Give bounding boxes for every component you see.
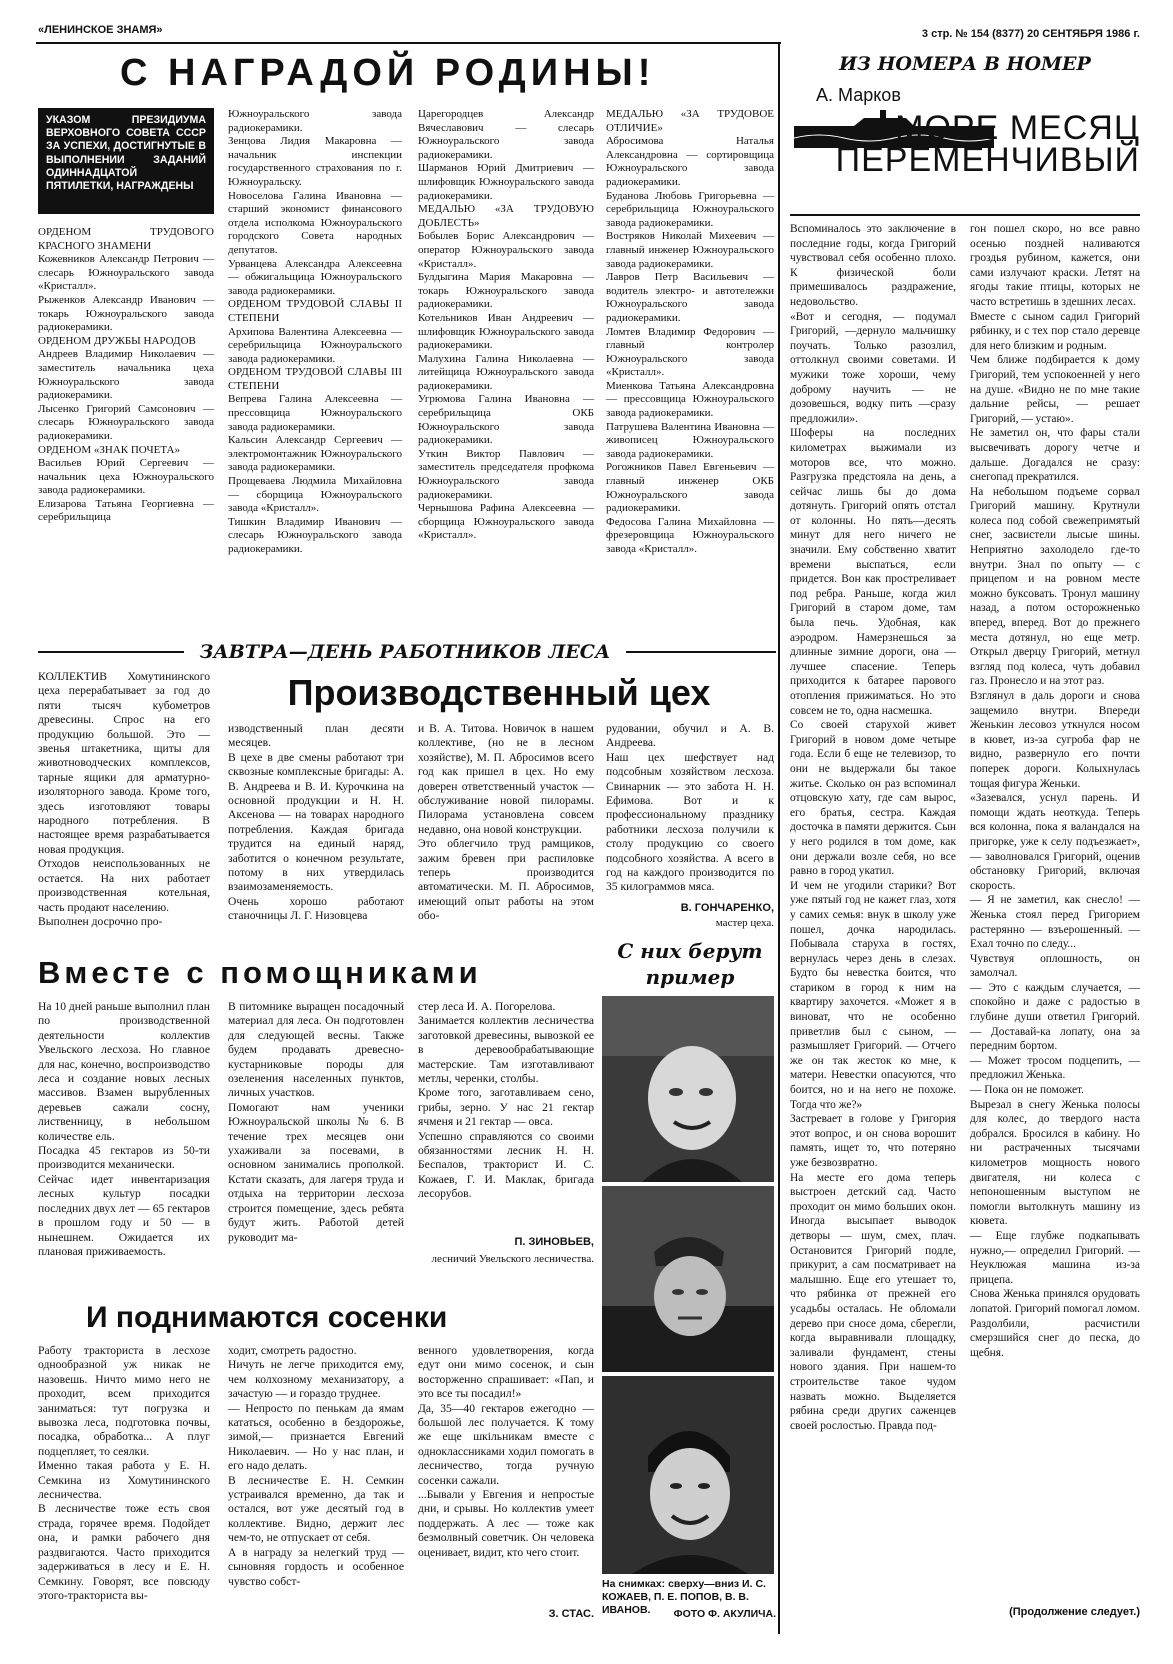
portrait-image-1	[602, 996, 774, 1182]
article1-column-3: и В. А. Титова. Новичок в нашем коллективе, (но не в лесном хозяйстве), М. П. Абросимов всего год как пришел в цех. Но ему доверен ответственный участок — обслуживание новой пилорамы. Пилорама установлена совсем недавно, она новой конструкции. Это облегчило труд рамщиков, зажим бревен при распиловке теперь производится автоматически. М. П. Абросимов, имеющий опыт работы на этом обо-	[418, 722, 594, 923]
article2-column-1: На 10 дней раньше выполнил план по производственной деятельности коллектив Увельского лесхоза. Но главное для нас, конечно, воспроизводство леса и создание новых лесных массивов. Взамен вырубленных деревьев сажали сосну, лиственницу, в небольшом количестве ель. Посадка 45 гектаров из 50-ти производится механически. Сейчас идет инвентаризация лесных культур посадки последних двух лет — 65 гектаров в прошлом году и 50 — в нынешнем. Ожидается их плановая приживаемость.	[38, 1000, 210, 1258]
article-headline-workshop: Производственный цех	[287, 672, 711, 713]
article-headline-helpers: Вместе с помощниками	[38, 955, 482, 990]
article2-column-3: стер леса И. А. Погорелова. Занимается коллектив лесничества заготовкой древесины, вывозкой ее в деревообрабатывающие мастерские. Там изготавливают метлы, черенки, столбы. Кроме того, заготавливаем сено, грибы, зерно. У нас 21 гектар ячменя и 21 гектар — овса. Успешно справляются со своими обязанностями лесник Н. Н. Беспалов, тракторист И. С. Кожаев, Г. И. Маклак, бригада лесорубов.	[418, 1000, 594, 1201]
article-headline-pines: И поднимаются сосенки	[86, 1301, 448, 1334]
continued-note: (Продолжение следует.)	[1009, 1606, 1140, 1618]
award-column-4: МЕДАЛЬЮ «ЗА ТРУДОВОЕ ОТЛИЧИЕ» Абросимова Наталья Александровна — сортировщица Южноуральского завода радиокерамики. Буданова Любовь Григорьевна — серебрильщица Южноуральского завода радиокерамики. Востряков Николай Михеевич — главный инженер Южноуральского завода радиокерамики. Лавров Петр Васильевич — водитель электро- и автотележки Южноуральского завода радиокерамики. Ломтев Владимир Федорович — главный контролер Южноуральского завода «Кристалл». Миенкова Татьяна Александровна — прессовщица Южноуральского завода радиокерамики. Патрушева Валентина Ивановна — живописец Южноуральского завода радиокерамики. Рогожников Павел Евгеньевич — главный инженер ОКБ Южноуральского завода радиокерамики. Федосова Галина Михайловна — фрезеровщица Южноуральского завода «Кристалл».	[606, 108, 774, 555]
article1-author: В. ГОНЧАРЕНКО,	[680, 902, 774, 914]
article1-column-4: рудовании, обучил и А. В. Андреева. Наш цех шефствует над подсобным хозяйством лесхоза. Свинарник — это забота Н. Н. Ефимова. Вот и к профессиональному празднику работники лесхоза получили к столу продукцию со своего подсобного хозяйства. А всего в год на каждого производится по 35 килограммов мяса.	[606, 722, 774, 894]
portrait-image-3	[602, 1376, 774, 1574]
vertical-divider	[778, 44, 780, 1634]
award-section-title: С НАГРАДОЙ РОДИНЫ!	[120, 52, 656, 94]
decree-box: УКАЗОМ ПРЕЗИДИУМА ВЕРХОВНОГО СОВЕТА СССР ЗА УСПЕХИ, ДОСТИГНУТЫЕ В ВЫПОЛНЕНИИ ЗАДАНИЙ ОДИННАДЦАТОЙ ПЯТИЛЕТКИ, НАГРАЖДЕНЫ	[38, 108, 214, 214]
portrait-photo-bottom	[602, 1376, 774, 1574]
award-column-2: Южноуральского завода радиокерамики. Зенцова Лидия Макаровна — начальник инспекции государственного страхования по г. Южноуральску. Новоселова Галина Ивановна — старший экономист финансового отдела исполкома Южноуральского городского Совета народных депутатов. Урванцева Александра Алексеевна — обжигальщица Южноуральского завода радиокерамики. ОРДЕНОМ ТРУДОВОЙ СЛАВЫ II СТЕПЕНИ Архипова Валентина Алексеевна — серебрильщица Южноуральского завода радиокерамики. ОРДЕНОМ ТРУДОВОЙ СЛАВЫ III СТЕПЕНИ Вепрева Галина Алексеевна — прессовщица Южноуральского завода радиокерамики. Кальсин Александр Сергеевич — электромонтажник Южноуральского завода радиокерамики. Прощеваева Людмила Михайловна — сборщица Южноуральского завода «Кристалл». Тишкин Владимир Иванович — слесарь Южноуральского завода радиокерамики.	[228, 108, 402, 555]
article1-column-2: изводственный план десяти месяцев. В цехе в две смены работают три сквозные комплексные бригады: А. В. Андреева и В. И. Курочкина на основной продукции и Н. Н. Аксенова — на товарах народного потребления. Каждая бригада трудится на единый наряд, заботится о конечном результате, потому в них утвердилась взаимозаменяемость. Очень хорошо работают станочницы Л. Г. Низовцева	[228, 722, 404, 923]
serial-rubric: ИЗ НОМЕРА В НОМЕР	[839, 53, 1091, 75]
forest-banner: ЗАВТРА—ДЕНЬ РАБОТНИКОВ ЛЕСА	[199, 641, 611, 663]
story-title-rule	[790, 214, 1140, 216]
issue-info: 3 стр. № 154 (8377) 20 СЕНТЯБРЯ 1986 г.	[921, 28, 1140, 40]
newspaper-name: «ЛЕНИНСКОЕ ЗНАМЯ»	[38, 24, 163, 36]
article3-author: З. СТАС.	[548, 1608, 594, 1620]
photo-credit: ФОТО Ф. АКУЛИЧА.	[673, 1608, 776, 1620]
article1-column-1: КОЛЛЕКТИВ Хомутининского цеха перерабатывает за год до пяти тысяч кубометров древесины. Спрос на его продукцию большой. Это — звенья штакетника, щиты для животноводческих комплексов, тарные ящики для арматурно-изоляторного завода. Кроме того, здесь изготовляют товары народного потребления. В настоящее время разрабатывается новая продукция. Отходов неиспользованных не остается. На них работает производственная котельная, часть продают населению. Выполнен досрочно про-	[38, 670, 210, 928]
portrait-photo-middle	[602, 1186, 774, 1372]
article2-author-role: лесничий Увельского лесничества.	[431, 1253, 594, 1265]
portrait-photo-top	[602, 996, 774, 1182]
article3-column-3: венного удовлетворения, когда едут они мимо сосенок, и сын восторженно спрашивает: «Пап, и это все ты посадил!» Да, 35—40 гектаров ежегодно — большой лес получается. К тому же еще шкільникам вместе с одноклассниками ходил помогать в лесничество, тогда ручную сосенки сажали. ...Бывали у Евгения и непростые дни, и срывы. Но коллектив умеет поддержать. А лес — тоже как безмолвный советчик. Он человека оценивает, видит, кто чего стоит.	[418, 1344, 594, 1559]
story-title-block	[790, 82, 1140, 212]
banner-rule-right	[626, 651, 776, 653]
article1-author-role: мастер цеха.	[715, 917, 774, 929]
article2-column-2: В питомнике выращен посадочный материал для леса. Он подготовлен для следующей весны. Также будем продавать древесно-кустарниковые породы для озеленения населенных пунктов, личных участков. Помогают нам ученики Южноуральской школы № 6. В течение трех месяцев они ухаживали за посевами, в основном занимались прополкой. Кстати сказать, для лагеря труда и отдыха на территории лесхоза строится помещение, здесь ребята будут жить. Работой детей руководит ма-	[228, 1000, 404, 1244]
portrait-image-2	[602, 1186, 774, 1372]
article3-column-1: Работу тракториста в лесхозе однообразной уж никак не назовешь. Ничто мимо него не проходит, всем приходится заниматься: тут погрузка и вывозка леса, подготовка почвы, посадка, обработка... А плуг подцепляет, то сеялки. Именно такая работа у Е. Н. Семкина из Хомутининского лесничества. В лесничестве тоже есть своя страда, горячее время. Подойдет она, и рамки рабочего дня раздвигаются. Часто приходится задерживаться в лесу и Е. Н. Семкину. Говорят, все повсюду этого-тракториста вы-	[38, 1344, 210, 1602]
award-column-3: Царегородцев Александр Вячеславович — слесарь Южноуральского завода радиокерамики. Шарманов Юрий Дмитриевич — шлифовщик Южноуральского завода радиокерамики. МЕДАЛЬЮ «ЗА ТРУДОВУЮ ДОБЛЕСТЬ» Бобылев Борис Александрович — оператор Южноуральского завода «Кристалл». Булдыгина Мария Макаровна — токарь Южноуральского завода радиокерамики. Котельников Иван Андреевич — шлифовщик Южноуральского завода радиокерамики. Малухина Галина Николаевна — литейщица Южноуральского завода радиокерамики. Угрюмова Галина Ивановна — серебрильщица ОКБ Южноуральского завода радиокерамики. Уткин Виктор Павлович — заместитель председателя профкома Южноуральского завода радиокерамики. Чернышова Рафина Алексеевна — сборщица Южноуральского завода «Кристалл».	[418, 108, 594, 542]
story-author: А. Марков	[816, 85, 901, 105]
award-column-1: ОРДЕНОМ ТРУДОВОГО КРАСНОГО ЗНАМЕНИ Кожевников Александр Петрович — слесарь Южноуральского завода «Кристалл». Рыженков Александр Иванович — токарь Южноуральского завода радиокерамики. ОРДЕНОМ ДРУЖБЫ НАРОДОВ Андреев Владимир Николаевич — заместитель начальника цеха Южноуральского завода радиокерамики. Лысенко Григорий Самсонович — слесарь Южноуральского завода радиокерамики. ОРДЕНОМ «ЗНАК ПОЧЕТА» Васильев Юрий Сергеевич — начальник цеха Южноуральского завода радиокерамики. Елизарова Татьяна Георгиевна — серебрильщица	[38, 226, 214, 524]
story-column-2: гон пошел скоро, но все равно осенью поздней наливаются гроздья рубином, кажется, они сами излучают краски. Летят на ягоды такие птицы, которых не часто встретишь в здешних лесах. Вместе с сыном садил Григорий рябинку, и с тех пор стало деревце для него близким и родным. Чем ближе подбирается к дому Григорий, тем успокоенней у него на душе. «Видно не по мне такие дальние рейсы, — решает Григорий, — устаю». Не заметил он, что фары стали высвечивать дорогу четче и дальше. Догадался не сразу: снегопад прекратился. На небольшом подъеме сорвал Григорий машину. Крутнули колеса под собой свежепримятый снег, засвистели лысые шины. Неприятно захолодело где-то внутри. Знал по опыту — с прицепом и на ровном месте можно буксовать. Тронул машину назад, а потом осторожненько вперед, вперед. Вот до прежнего места дотянул, но еще метр. Открыл дверцу Григорий, метнул взгляд под колеса, чуть добавил газ. Пронесло и на этот раз. Взглянул в даль дороги и снова защемило внутри. Впереди Женькин лесовоз уткнулся носом в кювет, из-за сугроба фар не видно, развернуло его почти поперек дороги. Колыхнулась тощая фигура Женьки. «Зазевался, уснул парень. И помощи ждать неоткуда. Теперь вся колонна, пока я валандался на пригорке, уже к селу подъезжает», — заволновался Григорий, оценив обстановку Григорий, включая скорость. — Я не заметил, как снесло! — Женька стоял перед Григорием растерянно — взъерошенный. — Ехал точно по следу... Чувствуя оплошность, он замолчал. — Это с каждым случается, — спокойно и даже с радостью в глубине души ответил Григорий. — Доставай-ка лопату, она за передним бортом. — Может тросом подцепить, — предложил Женька. — Пока он не поможет. Вырезал в снегу Женька полосы для колес, до твердого наста добрался. Бросился в кабину. Но ни растраченных тысячами километров мощность нового двигателя, ни колеса с непоношенным выступом не помогли вытолкнуть машину из кювета. — Еще глубже подкапывать нужно,— определил Григорий. — Неуклюжая машина из-за прицепа. Снова Женька принялся орудовать лопатой. Григорий помогал ломом. Раздолбили, расчистили смерзшийся снег до песка, до щебня.	[970, 223, 1140, 1359]
photo-series-title: С них берут пример	[617, 939, 763, 989]
article2-author: П. ЗИНОВЬЕВ,	[514, 1236, 594, 1248]
photo-caption: На снимках: сверху—вниз И. С. КОЖАЕВ, П. Е. ПОПОВ, В. В. ИВАНОВ.	[602, 1578, 766, 1616]
article3-column-2: ходит, смотреть радостно. Ничуть не легче приходится ему, чем колхозному механизатору, а зачастую — и гораздо труднее. — Непросто по пенькам да ямам кататься, особенно в бездорожье, зимой,— признается Евгений Николаевич. — Но у нас план, и его надо делать. В лесничестве Е. Н. Семкин устраивался временно, да так и остался, вот уже десятый год в коллективе. Видно, держит лес чем-то, не отпускает от себя. А в награду за нелегкий труд — сыновняя гордость и особенное чувство собст-	[228, 1344, 404, 1588]
banner-rule-left	[38, 651, 184, 653]
story-title: МОРЕ МЕСЯЦ ПЕРЕМЕНЧИВЫЙ	[835, 109, 1140, 179]
header-rule	[36, 42, 781, 44]
story-column-1: Вспоминалось это заключение в последние годы, когда Григорий чувствовал себя особенно плохо. К физической боли примешивалось раздражение, недовольство. «Вот и сегодня, — подумал Григорий, —дернуло мальчишку поучать. Только разозлил, оттолкнул своими советами. И мужики тоже хороши, чему доброму научить — не дозовешься, водку пить —сразу предложили». Шоферы на последних километрах выжимали из моторов все, что можно. Разгрузка предстояла на день, а сейчас лишь бы до дома дотянуть. Григорий опять отстал от колонны. Но пять—десять минут для него ничего не значили. Ему собственно хватит времени выспаться, если придется. Вон как простреливает под ребра. Раньше, когда жил Григорий в старом доме, там была печь. Удобная, как аэродром. Намерзнешься за длинные зимние дороги, она — лучшее спасение. Теперь приходится к батарее парового отопления прижиматься. Но это совсем не то, одна насмешка. Со своей старухой живет Григорий в новом доме четыре года. Если б еще не телевизор, то они не выдержали бы такое житье. Сколько он раз вспоминал отцовскую хату, где сам вырос, его братья, сестра. Каждая досточка в памяти держится. Сын у него родился в том доме, как они держали возле себя, но все равно в город укатил. И чем не угодили старики? Вот уже пятый год не кажет глаз, хотя у самих семья: внук в школу уже пошел, дочка народилась. Побывала старуха в гостях, вернулась через день в слезах. Будто бы невестка боится, что стариком в город к ним на квартиру захочется. «Может я в виноват, что не особенно приветлив был с сыном, — размышляет Григорий. — Отчего же он так жесток ко мне, к матери. Невестки опасуются, что боится, но и на него не похоже. Тогда что же?» Застревает в голове у Григория этот вопрос, и он снова ворошит память, ищет то, что потеряно уже безвозвратно. На месте его дома теперь выстроен детский сад. Часто проходит он мимо больших окон. Иногда высыпает выводок детворы — шум, смех, плач. Остановится Григорий подле, прикурит, а сам посматривает на малышню. Еще его утешает то, что рябинка от прежней его усадьбы осталась. Не обломали дерево при сносе дома, сберегли, когда выравнивали площадку, заливали фундамент, стены нового здания. При нашем-то строительстве такое чудом назвать можно. Выделяется рябина среди других саженцев своей рослостью. Правда под-	[790, 223, 956, 1432]
